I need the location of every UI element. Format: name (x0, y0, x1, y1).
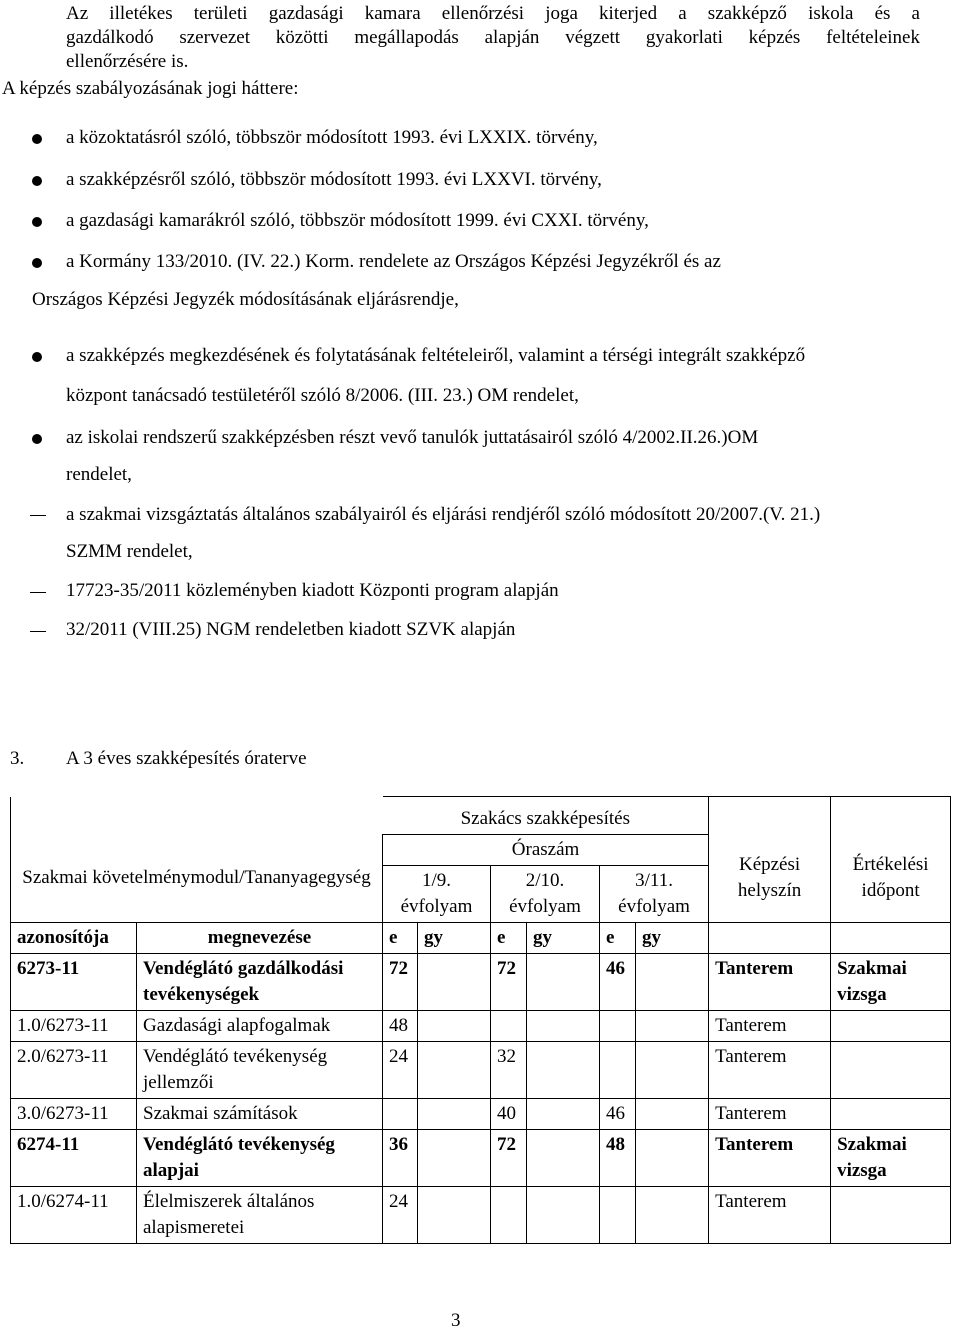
row-cell (636, 1130, 709, 1187)
year-header: 3/11. évfolyam (600, 866, 709, 923)
intro-line-1: Az illetékes területi gazdasági kamara ellenőrzési joga kiterjed a szakképző iskola és a (66, 3, 920, 24)
bullet-icon (32, 217, 42, 227)
row-cell (383, 1099, 418, 1130)
sub-header: gy (418, 923, 491, 954)
row-cell (491, 1187, 527, 1244)
legal-heading: A képzés szabályozásának jogi háttere: (2, 78, 299, 99)
legal-item: a gazdasági kamarákról szóló, többször módosított 1999. évi CXXI. törvény, (66, 210, 649, 231)
legal-item: a szakképzésről szóló, többször módosított 1993. évi LXXVI. törvény, (66, 169, 602, 190)
row-cell: 46 (600, 1099, 636, 1130)
hours-header: Óraszám (383, 835, 709, 866)
intro-line-2: gazdálkodó szervezet közötti megállapodás alapján végzett gyakorlati képzés feltételeinek (66, 27, 920, 48)
bullet-icon (32, 134, 42, 144)
row-cell (636, 954, 709, 1011)
curriculum-table (10, 796, 951, 1244)
row-cell: 40 (491, 1099, 527, 1130)
legal-item: a szakképzés megkezdésének és folytatásának feltételeiről, valamint a térségi integrált szakképző (66, 345, 806, 366)
row-cell: 72 (491, 1130, 527, 1187)
year-header: 2/10. évfolyam (491, 866, 600, 923)
row-cell: 46 (600, 954, 636, 1011)
row-cell: 24 (383, 1042, 418, 1099)
row-cell: 48 (383, 1011, 418, 1042)
row-cell (527, 1042, 600, 1099)
row-eval (831, 1011, 951, 1042)
section-number: 3. (10, 748, 25, 769)
row-cell (418, 1187, 491, 1244)
row-cell: 24 (383, 1187, 418, 1244)
sub-header: gy (527, 923, 600, 954)
table-caption: Szakács szakképesítés (383, 797, 709, 835)
table-row (11, 1187, 951, 1244)
row-cell (491, 1011, 527, 1042)
legal-item: a Kormány 133/2010. (IV. 22.) Korm. rendelete az Országos Képzési Jegyzékről és az (66, 251, 721, 272)
row-name: Szakmai számítások (137, 1099, 383, 1130)
row-cell (600, 1042, 636, 1099)
row-cell (418, 1042, 491, 1099)
year-header: 1/9. évfolyam (383, 866, 491, 923)
row-eval (831, 1187, 951, 1244)
row-eval: Szakmai vizsga (831, 954, 951, 1011)
row-cell: 36 (383, 1130, 418, 1187)
row-cell (636, 1187, 709, 1244)
table-row (11, 1011, 951, 1042)
row-eval: Szakmai vizsga (831, 1130, 951, 1187)
legal-item-continued: SZMM rendelet, (66, 541, 193, 562)
legal-item: a szakmai vizsgáztatás általános szabályairól és eljárási rendjéről szóló módosított 20/2007.(V. 21.) (66, 504, 821, 525)
row-name: Vendéglátó gazdálkodási tevékenységek (137, 954, 383, 1011)
legal-item: az iskolai rendszerű szakképzésben részt vevő tanulók juttatásairól szóló 4/2002.II.26.)OM (66, 427, 759, 448)
dash-icon (30, 631, 46, 632)
dash-icon (30, 592, 46, 593)
row-place: Tanterem (709, 1042, 831, 1099)
row-cell (418, 1130, 491, 1187)
section-title: A 3 éves szakképesítés óraterve (66, 748, 307, 769)
row-cell (418, 1011, 491, 1042)
row-place: Tanterem (709, 954, 831, 1011)
module-header: Szakmai követelménymodul/Tananyagegység (11, 835, 383, 923)
row-name: Gazdasági alapfogalmak (137, 1011, 383, 1042)
row-cell (527, 1099, 600, 1130)
row-cell (527, 1187, 600, 1244)
row-name: Vendéglátó tevékenység alapjai (137, 1130, 383, 1187)
row-cell (636, 1099, 709, 1130)
row-cell (527, 1130, 600, 1187)
row-id: 2.0/6273-11 (11, 1042, 137, 1099)
row-place: Tanterem (709, 1011, 831, 1042)
legal-item: 32/2011 (VIII.25) NGM rendeletben kiadott SZVK alapján (66, 619, 516, 640)
row-cell: 48 (600, 1130, 636, 1187)
legal-item: 17723-35/2011 közleményben kiadott Központi program alapján (66, 580, 559, 601)
row-name: Vendéglátó tevékenység jellemzői (137, 1042, 383, 1099)
row-id: 6274-11 (11, 1130, 137, 1187)
row-cell (600, 1011, 636, 1042)
row-name: Élelmiszerek általános alapismeretei (137, 1187, 383, 1244)
row-cell (600, 1187, 636, 1244)
row-id: 1.0/6274-11 (11, 1187, 137, 1244)
row-id: 3.0/6273-11 (11, 1099, 137, 1130)
row-cell (527, 1011, 600, 1042)
row-id: 1.0/6273-11 (11, 1011, 137, 1042)
legal-item-continued: Országos Képzési Jegyzék módosításának eljárásrendje, (32, 289, 459, 310)
place-header: Képzési helyszín (709, 835, 831, 923)
dash-icon (30, 515, 46, 516)
row-cell: 72 (491, 954, 527, 1011)
legal-item-continued: rendelet, (66, 464, 132, 485)
row-id: 6273-11 (11, 954, 137, 1011)
intro-line-3: ellenőrzésére is. (66, 51, 189, 72)
sub-header: gy (636, 923, 709, 954)
table-row (11, 954, 951, 1011)
row-eval (831, 1042, 951, 1099)
table-row (11, 1099, 951, 1130)
row-cell (636, 1011, 709, 1042)
row-place: Tanterem (709, 1187, 831, 1244)
legal-item-continued: központ tanácsadó testületéről szóló 8/2006. (III. 23.) OM rendelet, (66, 385, 579, 406)
row-cell (527, 954, 600, 1011)
bullet-icon (32, 258, 42, 268)
row-cell (418, 954, 491, 1011)
sub-header: e (383, 923, 418, 954)
table-row (11, 1130, 951, 1187)
row-eval (831, 1099, 951, 1130)
bullet-icon (32, 352, 42, 362)
legal-item: a közoktatásról szóló, többször módosított 1993. évi LXXIX. törvény, (66, 127, 598, 148)
row-place: Tanterem (709, 1099, 831, 1130)
row-cell: 72 (383, 954, 418, 1011)
id-header: azonosítója (11, 923, 137, 954)
bullet-icon (32, 176, 42, 186)
name-header: megnevezése (137, 923, 383, 954)
page-number: 3 (451, 1310, 461, 1331)
sub-header: e (600, 923, 636, 954)
row-cell (418, 1099, 491, 1130)
bullet-icon (32, 434, 42, 444)
row-cell (636, 1042, 709, 1099)
eval-header: Értékelési időpont (831, 835, 951, 923)
row-cell: 32 (491, 1042, 527, 1099)
table-row (11, 1042, 951, 1099)
sub-header: e (491, 923, 527, 954)
row-place: Tanterem (709, 1130, 831, 1187)
